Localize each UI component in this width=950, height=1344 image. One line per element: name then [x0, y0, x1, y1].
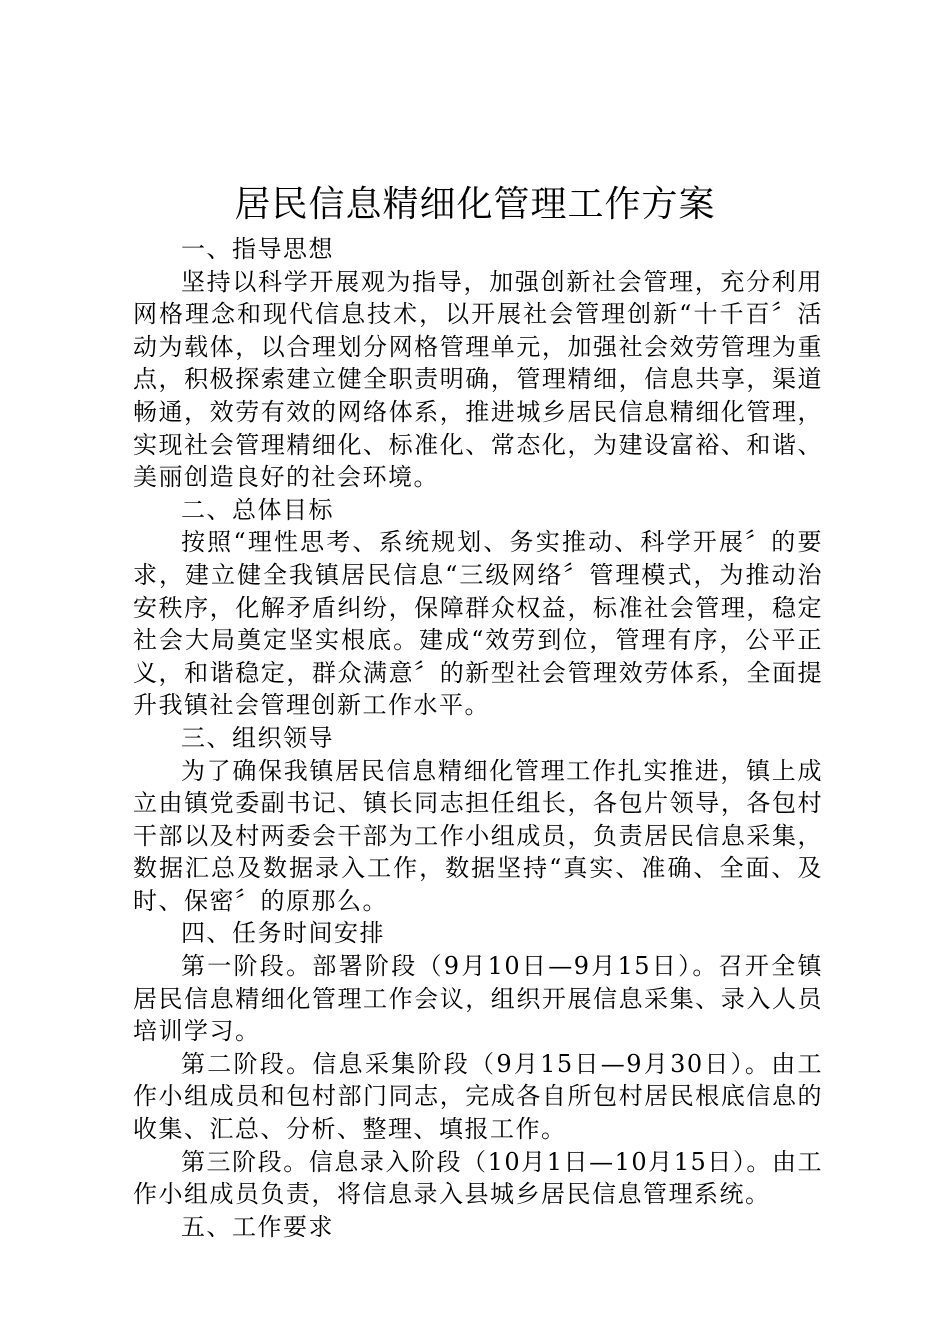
paragraph-stage-one: 第一阶段。部署阶段（9月10日—9月15日）。召开全镇居民信息精细化管理工作会议，组织开展信息采集、录入人员培训学习。 [133, 952, 823, 1046]
section-heading-organization: 三、组织领导 [181, 723, 334, 752]
section-heading-work-requirements: 五、工作要求 [181, 1212, 334, 1241]
paragraph-guiding-ideology: 坚持以科学开展观为指导，加强创新社会管理，充分利用网格理念和现代信息技术，以开展社会管理创新“十千百〞活动为载体，以合理划分网格管理单元，加强社会效劳管理为重点，积极探索建立健全职责明确，管理精细，信息共享，渠道畅通，效劳有效的网络体系，推进城乡居民信息精细化管理，实现社会管理精细化、标准化、常态化，为建设富裕、和谐、美丽创造良好的社会环境。 [133, 267, 823, 492]
document-title: 居民信息精细化管理工作方案 [234, 184, 716, 225]
document-body [133, 233, 823, 1243]
section-heading-guiding-ideology: 一、指导思想 [181, 235, 334, 263]
paragraph-stage-two: 第二阶段。信息采集阶段（9月15日—9月30日）。由工作小组成员和包村部门同志，完成各自所包村居民根底信息的收集、汇总、分析、整理、填报工作。 [133, 1049, 823, 1144]
section-heading-schedule: 四、任务时间安排 [181, 919, 385, 948]
paragraph-organization: 为了确保我镇居民信息精细化管理工作扎实推进，镇上成立由镇党委副书记、镇长同志担任组长，各包片领导，各包村干部以及村两委会干部为工作小组成员，负责居民信息采集，数据汇总及数据录入工作，数据坚持“真实、准确、全面、及时、保密〞的原那么。 [133, 756, 823, 915]
paragraph-stage-three: 第三阶段。信息录入阶段（10月1日—10月15日）。由工作小组成员负责，将信息录入县城乡居民信息管理系统。 [133, 1147, 823, 1209]
section-heading-overall-goal: 二、总体目标 [181, 495, 334, 524]
paragraph-overall-goal: 按照“理性思考、系统规划、务实推动、科学开展〞的要求，建立健全我镇居民信息“三级网络〞管理模式，为推动治安秩序，化解矛盾纠纷，保障群众权益，标准社会管理，稳定社会大局奠定坚实根底。建成“效劳到位，管理有序，公平正义，和谐稳定，群众满意〞的新型社会管理效劳体系，全面提升我镇社会管理创新工作水平。 [133, 528, 823, 720]
